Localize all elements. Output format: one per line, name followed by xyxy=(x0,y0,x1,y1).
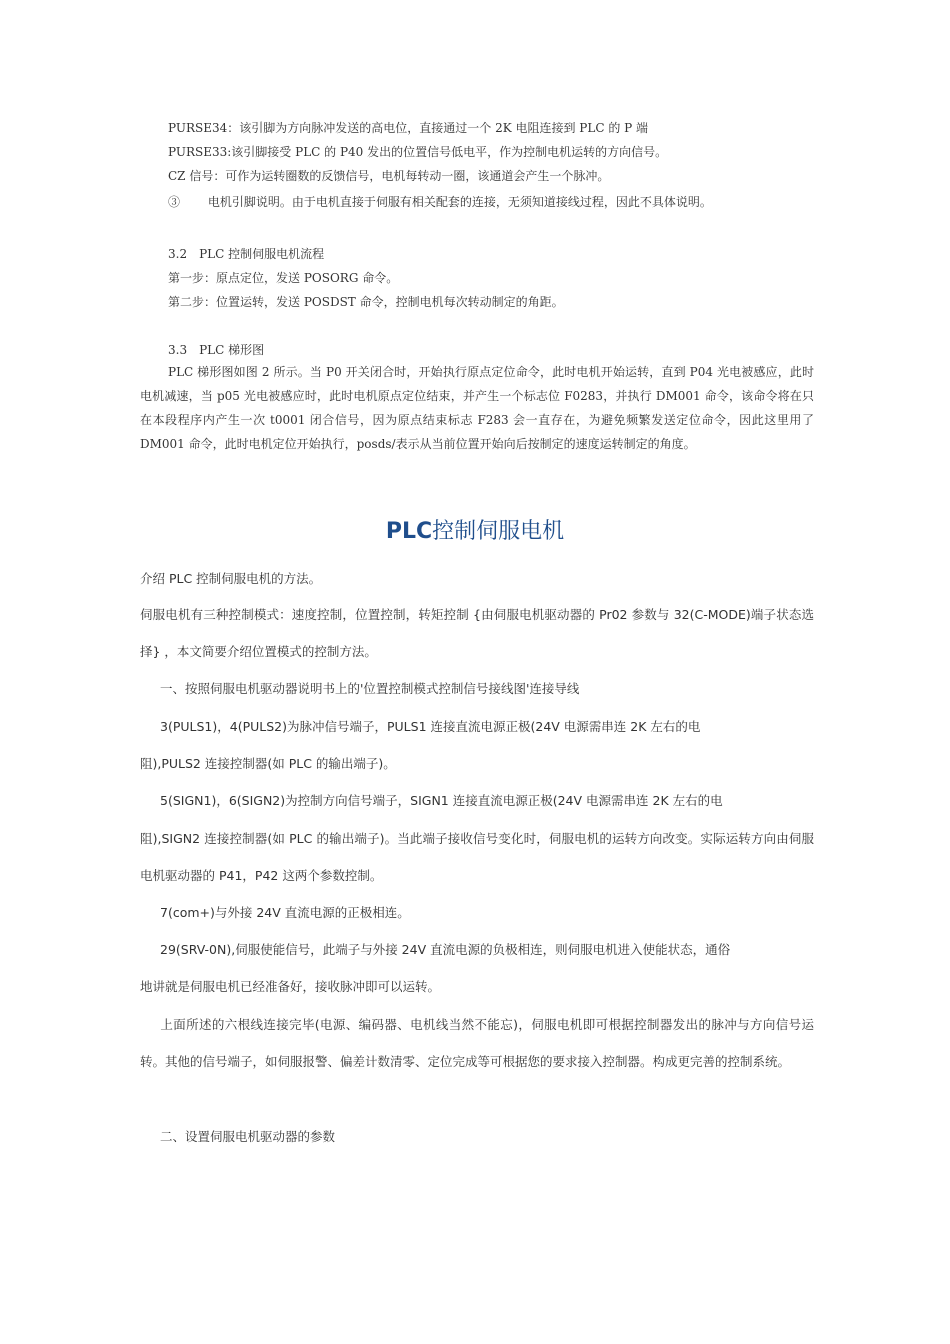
sign-line-a: 5(SIGN1)，6(SIGN2)为控制方向信号端子，SIGN1 连接直流电源正极(24V 电源需串连 2K 左右的电 xyxy=(160,793,723,808)
summary-text: 上面所述的六根线连接完毕(电源、编码器、电机线当然不能忘)，伺服电机即可根据控制器发出的脉冲与方向信号运转。其他的信号端子，如伺服报警、偏差计数清零、定位完成等可根据您的要求接入控制器。构成更完善的控制系统。 xyxy=(140,1017,814,1069)
page-title xyxy=(0,514,950,545)
puls-line-a: 3(PULS1)，4(PULS2)为脉冲信号端子，PULS1 连接直流电源正极(24V 电源需串连 2K 左右的电 xyxy=(160,719,701,734)
srv-line-b: 地讲就是伺服电机已经准备好，接收脉冲即可以运转。 xyxy=(140,979,441,994)
modes-paragraph: 伺服电机有三种控制模式：速度控制，位置控制，转矩控制 {由伺服电机驱动器的 Pr02 参数与 32(C-MODE)端子状态选择} ，本文简要介绍位置模式的控制方法。 xyxy=(140,607,814,659)
heading-3-3: 3.3 PLC 梯形图 xyxy=(168,343,265,357)
step-one-line: 第一步：原点定位，发送 POSORG 命令。 xyxy=(168,271,399,285)
srv-line-a: 29(SRV-0N),伺服使能信号，此端子与外接 24V 直流电源的负极相连，则伺服电机进入使能状态，通俗 xyxy=(160,942,731,957)
motor-pin-line: ③ 电机引脚说明。由于电机直接于伺服有相关配套的连接，无须知道接线过程，因此不具体说明。 xyxy=(168,195,712,209)
cz-signal-line: CZ 信号：可作为运转圈数的反馈信号，电机每转动一圈，该通道会产生一个脉冲。 xyxy=(168,169,610,183)
ladder-paragraph xyxy=(140,360,814,456)
puls-line-b: 阻),PULS2 连接控制器(如 PLC 的输出端子)。 xyxy=(140,756,396,771)
heading-3-2: 3.2 PLC 控制伺服电机流程 xyxy=(168,247,325,261)
intro-line: 介绍 PLC 控制伺服电机的方法。 xyxy=(140,571,322,586)
step-two-heading: 二、设置伺服电机驱动器的参数 xyxy=(160,1129,336,1144)
title-bold: PLC xyxy=(385,519,433,544)
step-one-heading: 一、按照伺服电机驱动器说明书上的'位置控制模式控制信号接线图'连接导线 xyxy=(160,681,580,696)
purse34-line: PURSE34：该引脚为方向脉冲发送的高电位，直接通过一个 2K 电阻连接到 PLC 的 P 端 xyxy=(168,121,649,135)
purse33-line: PURSE33:该引脚接受 PLC 的 P40 发出的位置信号低电平，作为控制电机运转的方向信号。 xyxy=(168,145,668,159)
sign-paragraph-b: 阻),SIGN2 连接控制器(如 PLC 的输出端子)。当此端子接收信号变化时，伺服电机的运转方向改变。实际运转方向由伺服电机驱动器的 P41，P42 这两个参数控制。 xyxy=(140,831,814,883)
com-line: 7(com+)与外接 24V 直流电源的正极相连。 xyxy=(160,905,410,920)
title-rest: 控制伺服电机 xyxy=(432,519,565,544)
ladder-paragraph-text: PLC 梯形图如图 2 所示。当 P0 开关闭合时，开始执行原点定位命令，此时电机开始运转，直到 P04 光电被感应，此时电机减速，当 p05 光电被感应时，此时电机原点定位结束，并产生一个标志位 F0283，并执行 DM001 命令，该命令将在只在本段程序内产生一次 t0001 闭合信号，因为原点结束标志 F283 会一直存在，为避免频繁发送定位命令，因此这里用了 DM001 命令，此时电机定位开始执行，posds/表示从当前位置开始向后按制定的速度运转制定的角度。 xyxy=(140,365,814,451)
summary-paragraph xyxy=(140,1006,814,1080)
step-two-line: 第二步：位置运转，发送 POSDST 命令，控制电机每次转动制定的角距。 xyxy=(168,295,564,309)
